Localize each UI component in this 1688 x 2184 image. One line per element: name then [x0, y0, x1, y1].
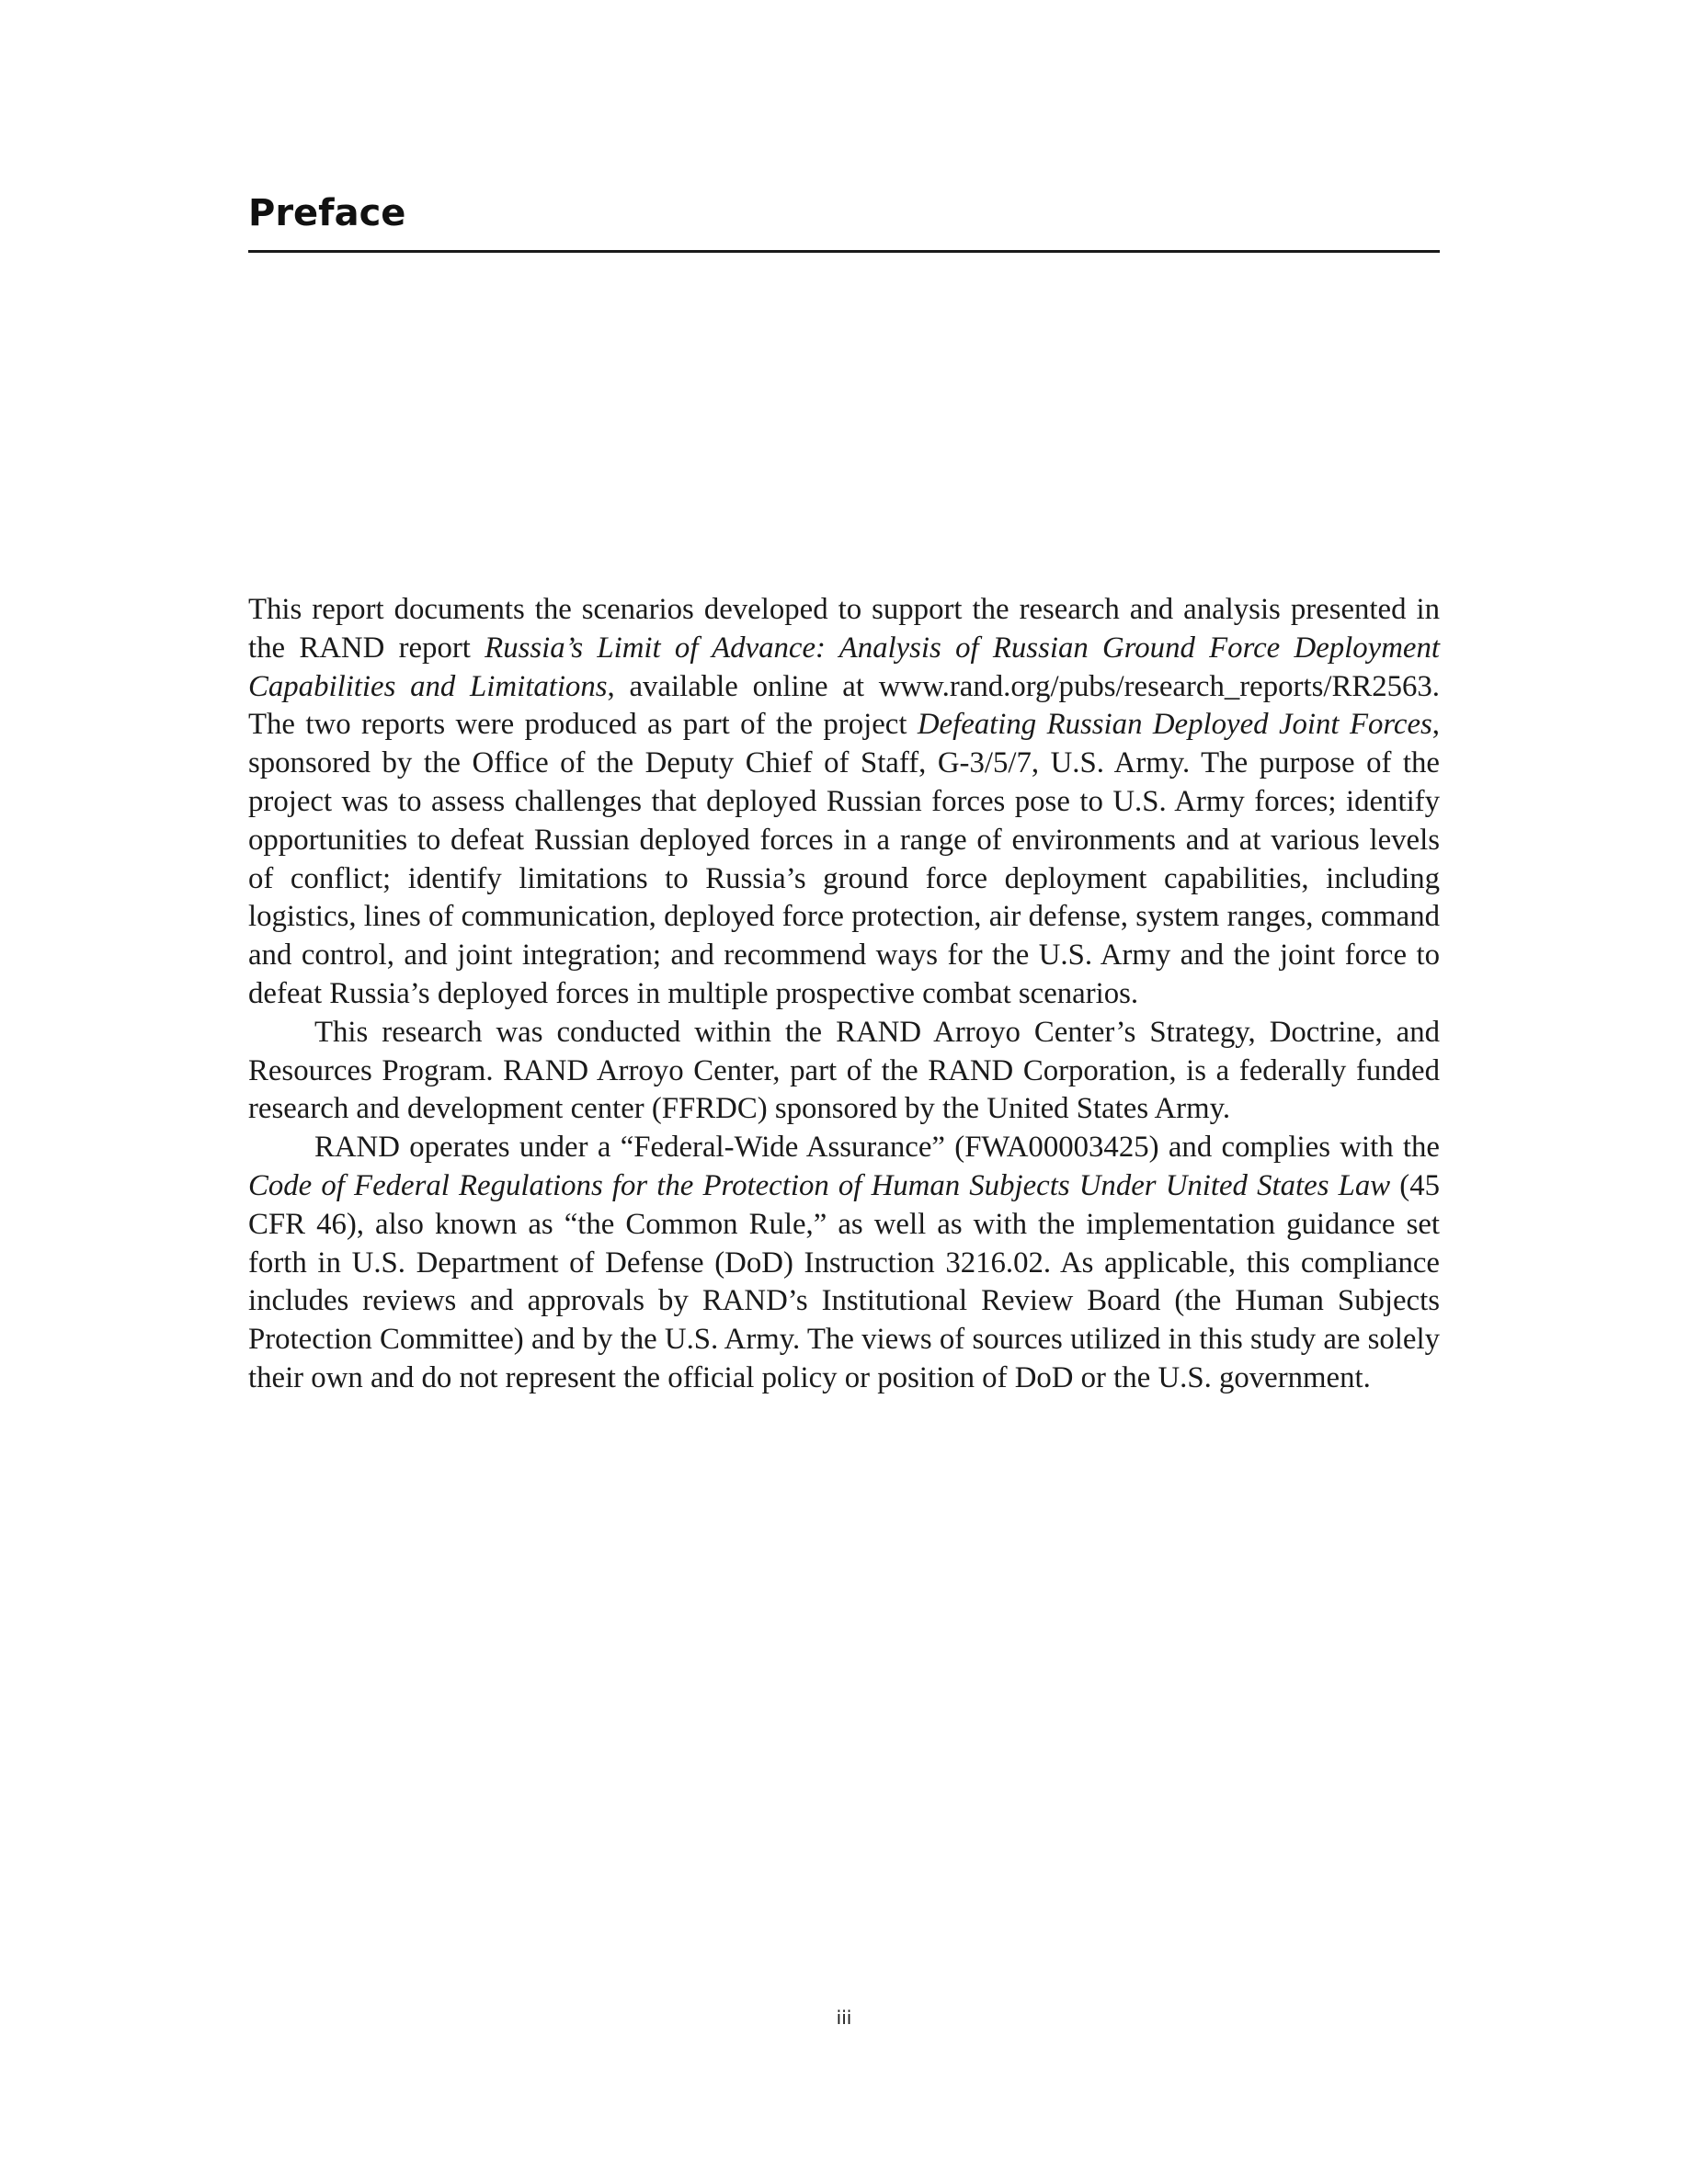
italic-title-run: Defeating Russian Deployed Joint Forces — [917, 708, 1432, 742]
page-title: Preface — [248, 192, 406, 234]
text-run: RAND operates under a “Federal-Wide Assurance” (FWA00003425) and complies with the — [314, 1131, 1440, 1165]
paragraph — [248, 591, 1440, 1014]
text-run: , available online at www.rand.org/pubs/research_reports/RR2563. The two reports were produced as part of the project — [248, 669, 1440, 742]
text-run: (45 CFR 46), also known as “the Common Rule,” as well as with the implementation guidance set forth in U.S. Department of Defense (DoD) Instruction 3216.02. As applicable, this compliance includes reviews and approvals by RAND’s Institutional Review Board (the Human Subjects Protection Committee) and by the U.S. Army. The views of sources utilized in this study are solely their own and do not represent the official policy or position of DoD or the U.S. government. — [248, 1168, 1440, 1394]
page-number: iii — [836, 2007, 852, 2029]
paragraph — [248, 1014, 1440, 1129]
title-rule — [248, 250, 1440, 253]
italic-title-run: Code of Federal Regulations for the Protection of Human Subjects Under United States Law — [248, 1168, 1391, 1202]
paragraph — [248, 1129, 1440, 1398]
italic-title-run: Russia’s Limit of Advance: Analysis of Russian Ground Force Deployment Capabilities and Limitations — [248, 631, 1440, 703]
text-run: This research was conducted within the RAND Arroyo Center’s Strategy, Doctrine, and Resources Program. RAND Arroyo Center, part of the RAND Corporation, is a federally funded research and development center (FFRDC) sponsored by the United States Army. — [248, 1015, 1440, 1126]
text-run: , sponsored by the Office of the Deputy Chief of Staff, G-3/5/7, U.S. Army. The purpose of the project was to assess challenges that deployed Russian forces pose to U.S. Army forces; identify opportunities to defeat Russian deployed forces in a range of environments and at various levels of conflict; identify limitations to Russia’s ground force deployment capabilities, including logistics, lines of communication, deployed force protection, air defense, system ranges, command and control, and joint integration; and recommend ways for the U.S. Army and the joint force to defeat Russia’s deployed forces in multiple prospective combat scenarios. — [248, 708, 1440, 1010]
text-run: This report documents the scenarios developed to support the research and analysis presented in the RAND report — [248, 593, 1440, 665]
body-text — [248, 591, 1440, 1398]
